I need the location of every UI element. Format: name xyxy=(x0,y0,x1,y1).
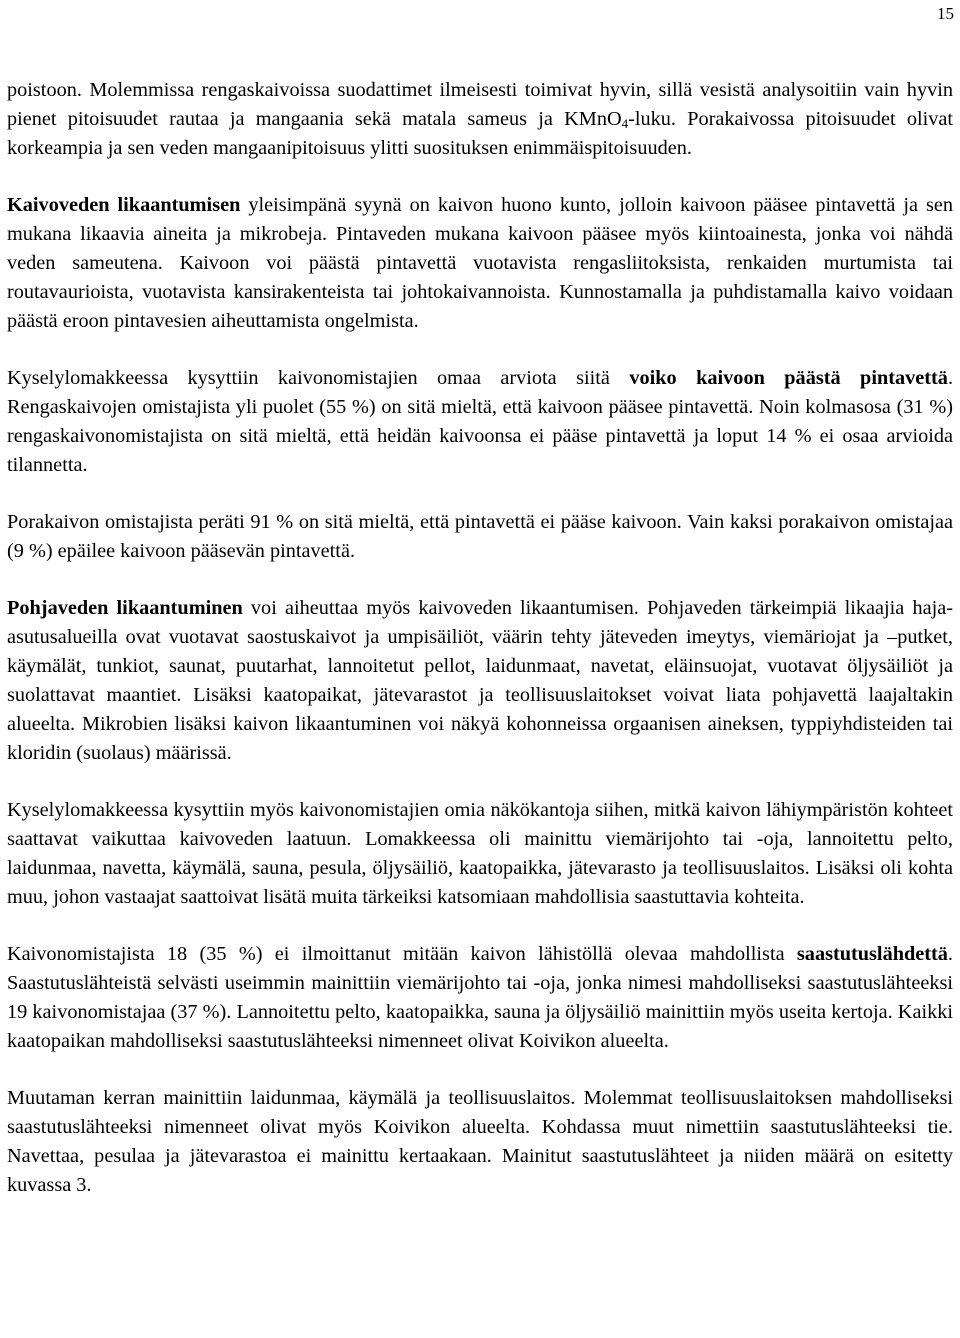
paragraph-pohjaveden-likaantuminen xyxy=(7,594,953,768)
bold-term: voiko kaivoon päästä pintavettä xyxy=(629,367,948,389)
text-segment: . Saastutuslähteistä selvästi useimmin mainittiin viemärijohto tai -oja, jonka nimesi mahdolliseksi saastutuslähteeksi 19 kaivonomistajaa (37 %). Lannoitettu pelto, kaatopaikka, sauna ja öljysäiliö mainittiin myös useita kertoja. Kaikki kaatopaikan mahdolliseksi saastutuslähteeksi nimenneet olivat Koivikon alueelta. xyxy=(7,943,953,1052)
paragraph-kaivoveden-likaantuminen xyxy=(7,191,953,336)
paragraph-lahiympariston-kohteet xyxy=(7,796,953,912)
paragraph-poistoon xyxy=(7,76,953,163)
bold-term: Kaivoveden likaantumisen xyxy=(7,194,241,216)
text-segment: Porakaivon omistajista peräti 91 % on sitä mieltä, että pintavettä ei pääse kaivoon. Vain kaksi porakaivon omistajaa (9 %) epäilee kaivoon pääsevän pintavettä. xyxy=(7,511,953,562)
text-segment: yleisimpänä syynä on kaivon huono kunto, jolloin kaivoon pääsee pintavettä ja sen mukana likaavia aineita ja mikrobeja. Pintaveden mukana kaivoon pääsee myös kiintoainesta, jonka voi nähdä veden sameutena. Kaivoon voi päästä pintavettä vuotavista rengasliitoksista, renkaiden murtumista tai routavaurioista, vuotavista kansirakenteista tai johtokaivannoista. Kunnostamalla ja puhdistamalla kaivo voidaan päästä eroon pintavesien aiheuttamista ongelmista. xyxy=(7,194,953,332)
paragraph-saastutuslahteet xyxy=(7,940,953,1056)
paragraph-porakaivo xyxy=(7,508,953,566)
bold-term: saastutuslähdettä xyxy=(796,943,948,965)
text-segment: Kyselylomakkeessa kysyttiin kaivonomistajien omaa arviota siitä xyxy=(7,367,630,389)
text-segment: voi aiheuttaa myös kaivoveden likaantumisen. Pohjaveden tärkeimpiä likaajia haja-asutusalueilla ovat vuotavat saostuskaivot ja umpisäiliöt, väärin tehty jäteveden imeytys, viemäriojat ja –putket, käymälät, tunkiot, saunat, puutarhat, lannoitetut pellot, laidunmaat, navetat, eläinsuojat, vuotavat öljysäiliöt ja suolattavat maantiet. Lisäksi kaatopaikat, jätevarastot ja teollisuuslaitokset voivat liata pohjavettä laajaltakin alueelta. Mikrobien lisäksi kaivon likaantuminen voi näkyä kohonneissa orgaanisen aineksen, typpiyhdisteiden tai kloridin (suolaus) määrissä. xyxy=(7,597,953,764)
paragraph-pintavesi-kysely xyxy=(7,364,953,480)
text-segment: -luku. Porakaivossa pitoisuudet olivat korkeampia ja sen veden mangaanipitoisuus ylitti suosituksen enimmäispitoisuuden. xyxy=(7,108,954,159)
text-segment: Kaivonomistajista 18 (35 %) ei ilmoittanut mitään kaivon lähistöllä olevaa mahdollista xyxy=(7,943,797,965)
text-segment: Muutaman kerran mainittiin laidunmaa, käymälä ja teollisuuslaitos. Molemmat teollisuuslaitoksen mahdolliseksi saastutuslähteeksi nimenneet olivat myös Koivikon alueelta. Kohdassa muut nimettiin saastutuslähteeksi tie. Navettaa, pesulaa ja jätevarastoa ei mainittu kertaakaan. Mainitut saastutuslähteet ja niiden määrä on esitetty kuvassa 3. xyxy=(7,1087,953,1196)
text-segment: Kyselylomakkeessa kysyttiin myös kaivonomistajien omia näkökantoja siihen, mitkä kaivon lähiympäristön kohteet saattavat vaikuttaa kaivoveden laatuun. Lomakkeessa oli mainittu viemärijohto tai -oja, lannoitettu pelto, laidunmaa, navetta, käymälä, sauna, pesula, öljysäiliö, kaatopaikka, jätevarasto ja teollisuuslaitos. Lisäksi oli kohta muu, johon vastaajat saattoivat lisätä muita tärkeiksi katsomiaan mahdollisia saastuttavia kohteita. xyxy=(7,799,953,908)
bold-term: Pohjaveden likaantuminen xyxy=(7,597,243,619)
paragraph-muut-maininnat xyxy=(7,1084,953,1200)
text-segment: poistoon. Molemmissa rengaskaivoissa suodattimet ilmeisesti toimivat hyvin, sillä vesistä analysoitiin vain hyvin pienet pitoisuudet rautaa ja mangaania sekä matala sameus ja KMnO xyxy=(7,79,953,130)
subscript-segment: 4 xyxy=(621,116,629,131)
document-body xyxy=(7,76,953,1200)
text-segment: . Rengaskaivojen omistajista yli puolet (55 %) on sitä mieltä, että kaivoon pääsee pintavettä. Noin kolmasosa (31 %) rengaskaivonomistajista on sitä mieltä, että heidän kaivoonsa ei pääse pintavettä ja loput 14 % ei osaa arvioida tilannetta. xyxy=(7,367,954,476)
page-number: 15 xyxy=(937,4,954,23)
